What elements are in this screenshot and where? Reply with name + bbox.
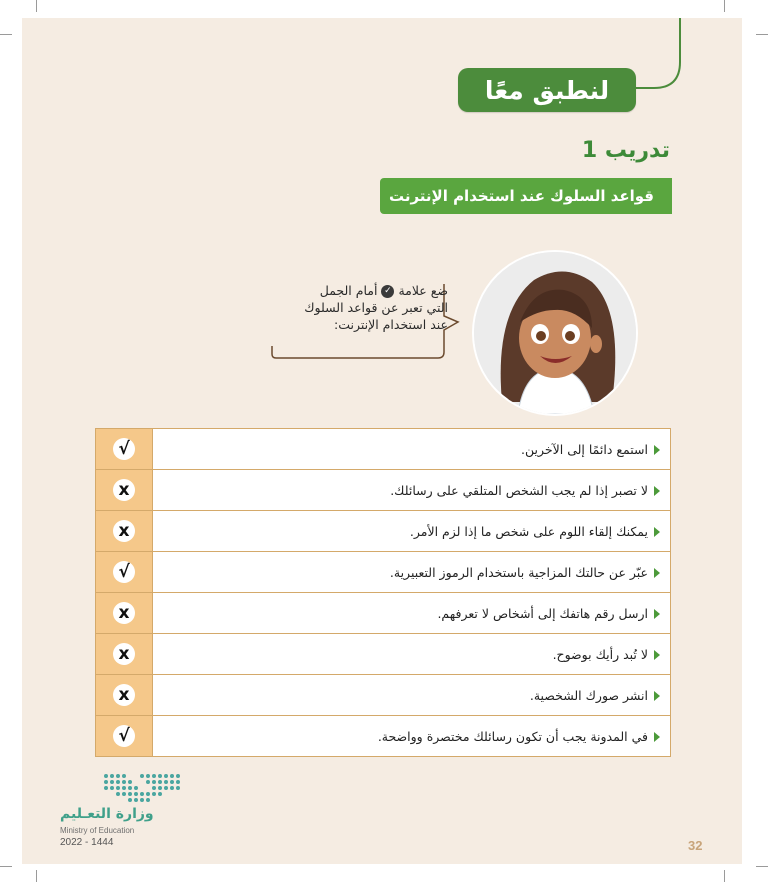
statement-text: عبّر عن حالتك المزاجية باستخدام الرموز التعبيرية.: [389, 564, 648, 580]
topic-bar-label: قواعد السلوك عند استخدام الإنترنت: [388, 187, 654, 205]
statement-cell: [153, 470, 671, 511]
answer-cell[interactable]: [96, 593, 153, 634]
answer-cell[interactable]: [96, 716, 153, 757]
crop-mark: [724, 870, 725, 882]
decorative-curve-line: [0, 0, 768, 120]
instruction-line1-before: ضع علامة: [398, 283, 448, 298]
page-number: 32: [688, 838, 703, 853]
answer-cell[interactable]: [96, 552, 153, 593]
answer-mark: x: [113, 602, 135, 624]
table-row: [96, 634, 671, 675]
answer-mark: x: [113, 684, 135, 706]
ministry-name-english: Ministry of Education: [60, 826, 135, 835]
instruction-text: [272, 282, 448, 356]
table-row: [96, 470, 671, 511]
answer-mark: √: [113, 561, 135, 583]
statement-text: يمكنك إلقاء اللوم على شخص ما إذا لزم الأمر.: [409, 523, 648, 539]
answer-mark: √: [113, 438, 135, 460]
statement-cell: [153, 552, 671, 593]
check-circle-icon: ✓: [381, 285, 394, 298]
table-row: [96, 511, 671, 552]
statement-text: لا تصبر إذا لم يجب الشخص المتلقي على رسائلك.: [390, 482, 648, 498]
table-row: [96, 675, 671, 716]
statement-cell: [153, 716, 671, 757]
exercise-title: تدريب 1: [581, 138, 670, 163]
answer-cell[interactable]: [96, 511, 153, 552]
bullet-triangle-icon: [654, 568, 660, 578]
statement-text: انشر صورك الشخصية.: [529, 687, 648, 703]
bullet-triangle-icon: [654, 609, 660, 619]
crop-mark: [36, 870, 37, 882]
statement-text: ارسل رقم هاتفك إلى أشخاص لا تعرفهم.: [437, 605, 648, 621]
statement-cell: [153, 675, 671, 716]
answer-mark: x: [113, 643, 135, 665]
bullet-triangle-icon: [654, 650, 660, 660]
statement-cell: [153, 593, 671, 634]
bullet-triangle-icon: [654, 732, 660, 742]
table-row: [96, 429, 671, 470]
student-avatar: [474, 252, 636, 414]
statement-cell: [153, 511, 671, 552]
table-row: [96, 552, 671, 593]
statement-text: استمع دائمًا إلى الآخرين.: [521, 441, 648, 457]
ministry-name-arabic: وزارة التعـليم: [60, 806, 154, 822]
bullet-triangle-icon: [654, 691, 660, 701]
instruction-line1-after: أمام الجمل: [319, 283, 378, 298]
instruction-line3: عند استخدام الإنترنت:: [333, 317, 448, 332]
answer-mark: x: [113, 479, 135, 501]
section-badge: [458, 68, 636, 112]
girl-character-illustration: [474, 252, 636, 414]
answer-cell[interactable]: [96, 634, 153, 675]
answer-cell[interactable]: [96, 675, 153, 716]
answer-mark: x: [113, 520, 135, 542]
answer-cell[interactable]: [96, 429, 153, 470]
crop-mark: [0, 866, 12, 867]
topic-bar: [380, 178, 672, 214]
bullet-triangle-icon: [654, 527, 660, 537]
edition-year: 2022 - 1444: [60, 837, 114, 848]
bullet-triangle-icon: [654, 445, 660, 455]
ministry-logo-icon: [60, 770, 190, 804]
section-badge-label: لنطبق معًا: [484, 75, 610, 105]
instruction-line2: التي تعبر عن قواعد السلوك: [304, 300, 448, 315]
answer-cell[interactable]: [96, 470, 153, 511]
table-row: [96, 716, 671, 757]
rules-table: [95, 428, 671, 757]
statement-text: لا تُبد رأيك بوضوح.: [552, 646, 648, 662]
answer-mark: √: [113, 725, 135, 747]
statement-cell: [153, 429, 671, 470]
table-row: [96, 593, 671, 634]
statement-cell: [153, 634, 671, 675]
bullet-triangle-icon: [654, 486, 660, 496]
statement-text: في المدونة يجب أن تكون رسائلك مختصرة وواضحة.: [377, 728, 648, 744]
crop-mark: [756, 866, 768, 867]
